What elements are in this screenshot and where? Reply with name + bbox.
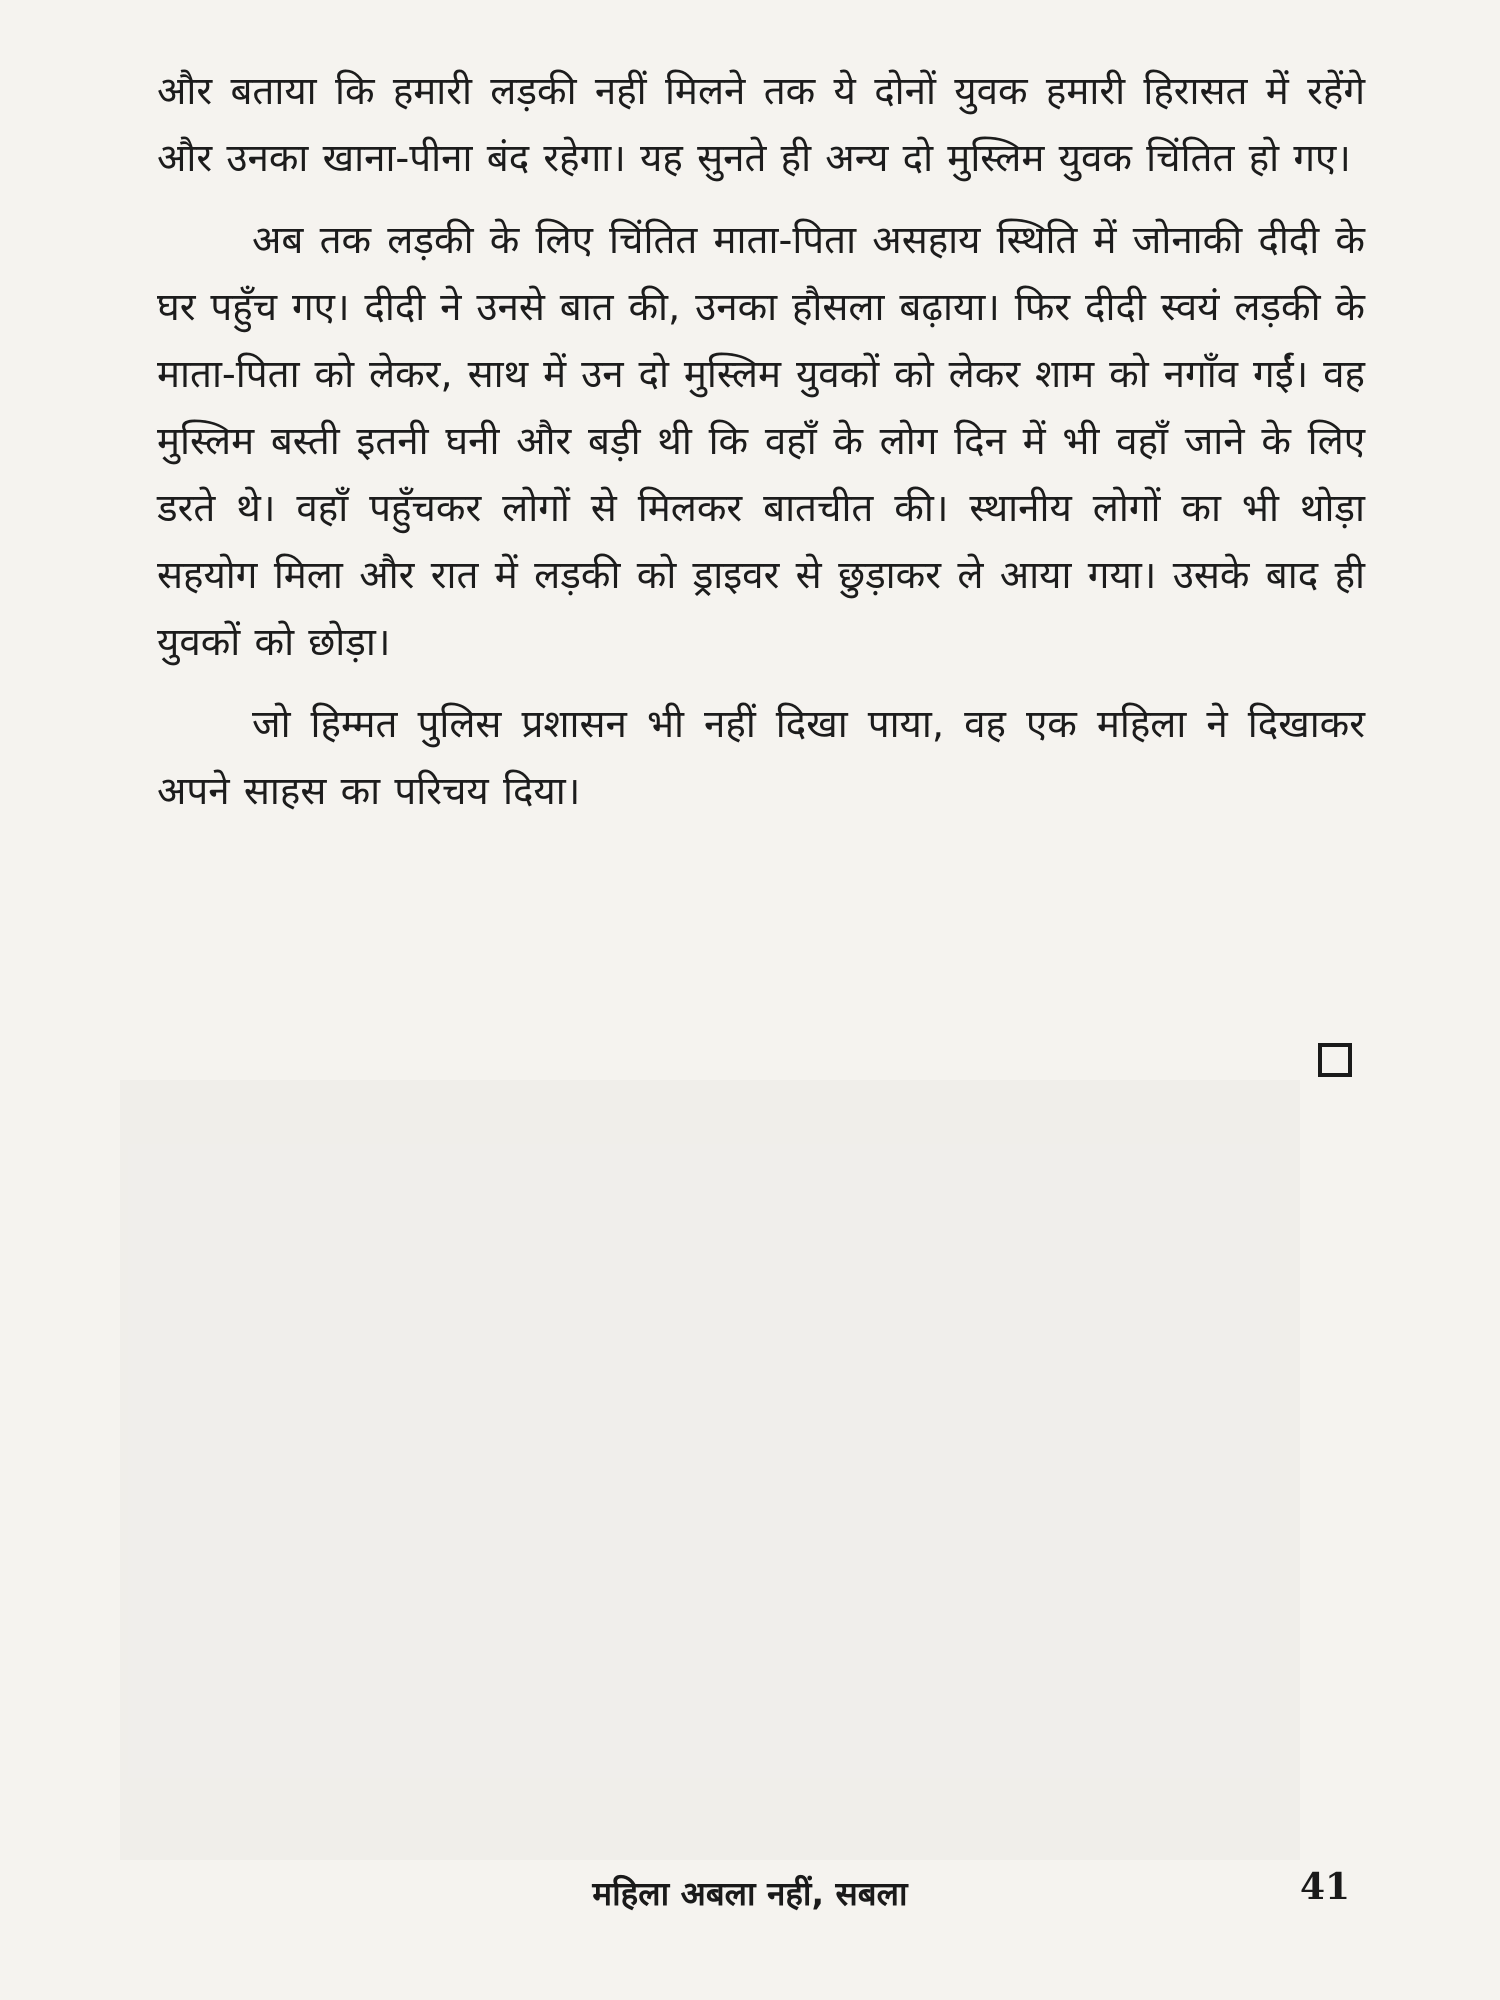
page-number: 41 <box>1300 1866 1351 1908</box>
paragraph-2: अब तक लड़की के लिए चिंतित माता-पिता असहाय स्थिति में जोनाकी दीदी के घर पहुँच गए। दीदी ने उनसे बात की, उनका हौसला बढ़ाया। फिर दीदी स्वयं लड़की के माता-पिता को लेकर, साथ में उन दो मुस्लिम युवकों को लेकर शाम को नगाँव गईं। वह मुस्लिम बस्ती इतनी घनी और बड़ी थी कि वहाँ के लोग दिन में भी वहाँ जाने के लिए डरते थे। वहाँ पहुँचकर लोगों से मिलकर बातचीत की। स्थानीय लोगों का भी थोड़ा सहयोग मिला और रात में लड़की को ड्राइवर से छुड़ाकर ले आया गया। उसके बाद ही युवकों को छोड़ा। <box>157 218 1365 665</box>
section-end-square-icon <box>1318 1043 1352 1077</box>
running-footer-title: महिला अबला नहीं, सबला <box>592 1874 908 1913</box>
paragraph-1: और बताया कि हमारी लड़की नहीं मिलने तक ये दोनों युवक हमारी हिरासत में रहेंगे और उनका खाना-पीना बंद रहेगा। यह सुनते ही अन्य दो मुस्लिम युवक चिंतित हो गए। <box>157 69 1365 181</box>
body-text <box>157 58 1365 825</box>
paragraph-3: जो हिम्मत पुलिस प्रशासन भी नहीं दिखा पाया, वह एक महिला ने दिखाकर अपने साहस का परिचय दिया। <box>157 702 1365 814</box>
paper-shading <box>120 1080 1300 1860</box>
